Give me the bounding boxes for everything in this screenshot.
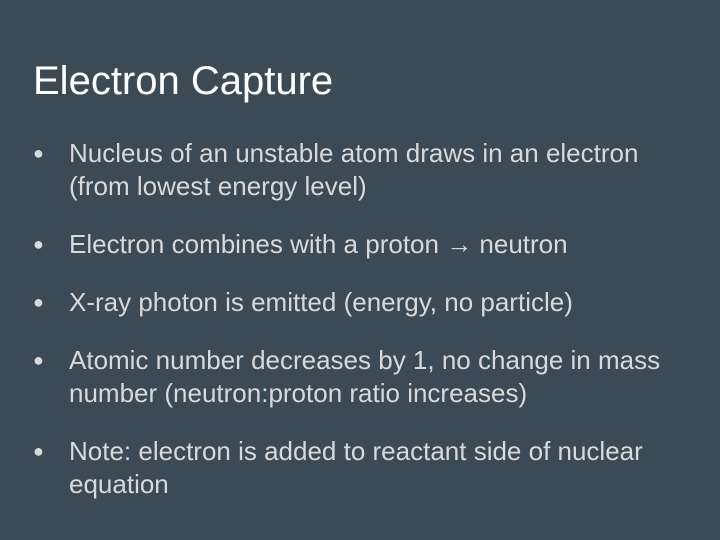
bullet-item xyxy=(33,228,703,261)
bullet-dot-icon: ● xyxy=(33,143,44,163)
bullet-list xyxy=(33,137,703,526)
slide-title: Electron Capture xyxy=(33,59,334,103)
bullet-dot-icon: ● xyxy=(33,234,44,254)
bullet-dot-icon: ● xyxy=(33,350,44,370)
bullet-dot-icon: ● xyxy=(33,292,44,312)
bullet-text: Atomic number decreases by 1, no change in mass number (neutron:proton ratio increases) xyxy=(69,345,661,408)
bullet-dot-icon: ● xyxy=(33,441,44,461)
bullet-text: Note: electron is added to reactant side of nuclear equation xyxy=(69,436,643,499)
bullet-text: Electron combines with a proton → neutron xyxy=(69,229,568,259)
bullet-item xyxy=(33,435,703,501)
bullet-text: Nucleus of an unstable atom draws in an electron (from lowest energy level) xyxy=(69,138,639,201)
bullet-text: X-ray photon is emitted (energy, no particle) xyxy=(69,287,573,317)
bullet-item xyxy=(33,137,703,203)
bullet-item xyxy=(33,344,703,410)
bullet-item xyxy=(33,286,703,319)
